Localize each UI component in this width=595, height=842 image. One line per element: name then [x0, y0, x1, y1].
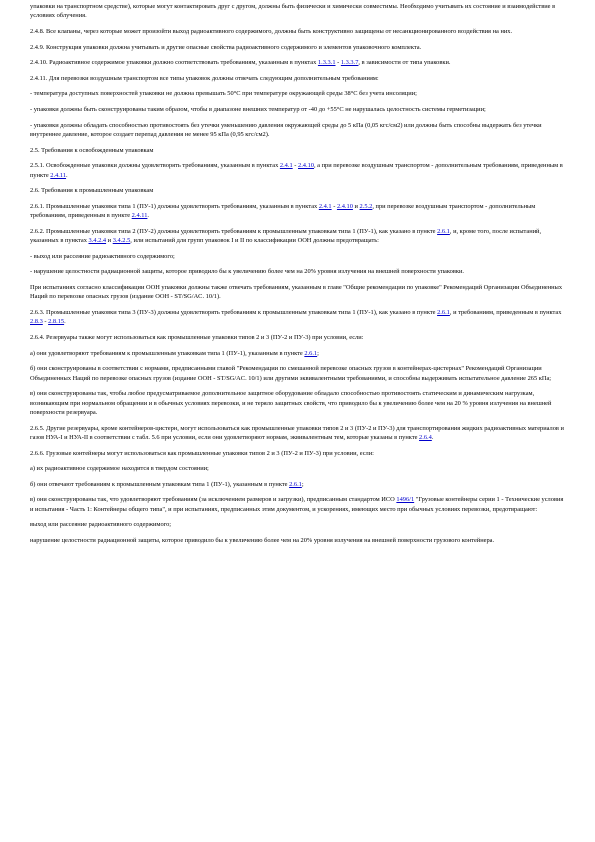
document-paragraph	[30, 364, 565, 383]
document-paragraph	[30, 146, 565, 155]
cross-reference-link[interactable]: 1.3.3.7	[340, 59, 359, 67]
cross-reference-link[interactable]: 2.4.11	[50, 171, 67, 179]
paragraph-text: 2.4.10. Радиоактивное содержимое упаковки должно соответствовать требованиям, указанным в пунктах	[30, 59, 318, 67]
paragraph-text: , при перевозке воздушным транспортом - дополнительным требованиям, приведенным в пункте	[30, 202, 536, 220]
document-paragraph	[30, 43, 565, 52]
paragraph-text: 2.4.11. Для перевозки воздушным транспортом все типы упаковок должны отвечать следующим дополнительным требованиям:	[30, 74, 379, 82]
paragraph-text: .	[431, 433, 434, 441]
document-paragraph	[30, 202, 565, 221]
paragraph-text: При испытаниях согласно классификации ООН упаковки должны также отвечать требованиям, указанным в главе "Общие рекомендации по упаковке" Рекомендаций Организации Объединенных Наций по перевозке опасных грузов (издание ООН - ST/SG/AC. 10/1).	[30, 283, 563, 301]
cross-reference-link[interactable]: 1.3.3.1	[317, 59, 336, 67]
document-paragraph	[30, 308, 565, 327]
paragraph-text: 2.4.8. Все клапаны, через которые может произойти выход радиоактивного содержимого, должны быть конструктивно защищены от несанкционированного воздействия на них.	[30, 28, 513, 35]
paragraph-text: , в зависимости от типа упаковки.	[358, 59, 451, 67]
paragraph-text: в) они сконструированы так, чтобы любое предусматриваемое дополнительное защитное оборудование обладало способностью противостоять статическим и динамическим нагрузкам, возникающим при нормальном обращении и в обычных условиях перевозки, и не теряло защитных свойств, что приводило бы к увеличению более чем на 20 % уровня излучения на внешней поверхности резервуара.	[30, 390, 552, 416]
paragraph-text: ;	[301, 480, 304, 488]
cross-reference-link[interactable]: 3.4.2.5	[112, 237, 131, 245]
cross-reference-link[interactable]: 2.6.1	[437, 227, 450, 235]
document-paragraph	[30, 121, 565, 140]
cross-reference-link[interactable]: 1496/1	[396, 496, 415, 504]
document-paragraph	[30, 536, 565, 545]
document-paragraph	[30, 105, 565, 114]
cross-reference-link[interactable]: 2.4.1	[279, 162, 293, 170]
paragraph-text: , и, кроме того, после испытаний, указанных в пунктах	[30, 227, 542, 245]
paragraph-text: 2.6.4. Резервуары также могут использоваться как промышленные упаковки типов 2 и 3 (ПУ-2 и ПУ-3) при условии, если:	[30, 333, 364, 341]
paragraph-text: а) они удовлетворяют требованиям к промышленным упаковкам типа 1 (ПУ-1), указанным в пункте	[30, 349, 305, 357]
document-paragraph	[30, 449, 565, 458]
paragraph-text: "Грузовые контейнеры серии 1 - Технические условия и испытания - Часть 1: Контейнеры общего типа", и при испытаниях, предписанных этим документом, и ускорениях, имеющих место при обычных условиях перевозки, предотвращают:	[30, 496, 564, 513]
cross-reference-link[interactable]: 2.4.1	[318, 202, 332, 210]
document-paragraph	[30, 227, 565, 246]
cross-reference-link[interactable]: 2.6.1	[304, 349, 318, 357]
document-paragraph	[30, 89, 565, 98]
paragraph-text: и	[106, 237, 113, 245]
paragraph-text: 2.6.1. Промышленные упаковки типа 1 (ПУ-1) должны удовлетворять требованиям, указанным в пунктах	[30, 202, 319, 210]
cross-reference-link[interactable]: 2.6.1	[289, 480, 302, 488]
document-paragraph	[30, 349, 565, 358]
document-paragraph	[30, 283, 565, 302]
document-paragraph	[30, 464, 565, 473]
paragraph-text: а) их радиоактивное содержимое находится в твердом состоянии;	[30, 465, 209, 473]
paragraph-text: 2.6. Требования к промышленным упаковкам	[30, 187, 154, 195]
document-paragraph	[30, 27, 565, 36]
paragraph-text: ;	[317, 349, 319, 357]
paragraph-text: 2.5. Требования к освобожденным упаковкам	[30, 146, 154, 154]
paragraph-text: - температура доступных поверхностей упаковки не должна превышать 50°С при температуре окружающей среды 38°С без учета инсоляции;	[30, 90, 417, 98]
paragraph-text: .	[66, 171, 68, 179]
cross-reference-link[interactable]: 2.6.4	[419, 433, 432, 441]
paragraph-text: - выход или рассеяние радиоактивного содержимого;	[30, 252, 175, 260]
paragraph-text: , и требованиям, приведенным в пунктах	[449, 308, 562, 316]
paragraph-text: 2.5.1. Освобожденные упаковки должны удовлетворять требованиям, указанным в пунктах	[30, 162, 280, 170]
document-paragraph	[30, 424, 565, 443]
document-paragraph	[30, 161, 565, 180]
paragraph-text: -	[292, 162, 298, 170]
cross-reference-link[interactable]: 2.8.3	[30, 318, 43, 326]
paragraph-text: 2.6.2. Промышленные упаковки типа 2 (ПУ-2) должны удовлетворять требованиям к промышленным упаковкам типа 1 (ПУ-1), как указано в пункте	[30, 227, 438, 235]
document-paragraph	[30, 333, 565, 342]
document-paragraph	[30, 252, 565, 261]
cross-reference-link[interactable]: 2.4.10	[336, 202, 353, 210]
document-paragraph	[30, 480, 565, 489]
paragraph-text: 2.6.3. Промышленные упаковки типа 3 (ПУ-3) должны удовлетворять требованиям к промышленным упаковкам типа 1 (ПУ-1), как указано в пункте	[30, 308, 438, 316]
paragraph-text: .	[147, 212, 150, 220]
cross-reference-link[interactable]: 2.6.1	[437, 308, 450, 316]
document-paragraph	[30, 267, 565, 276]
paragraph-text: - упаковки должны обладать способностью противостоять без утечки уменьшению давления окружающей среды до 5 кПа (0,05 кгс/см2) или должны быть способны выдержать без утечки внутреннее давление, которое создает перепад давления не менее 95 кПа (0,95 кгс/см2).	[30, 121, 542, 138]
paragraph-text: 2.6.5. Другие резервуары, кроме контейнеров-цистерн, могут использоваться как промышленные упаковки типов 2 и 3 (ПУ-2 и ПУ-3) для транспортирования жидких радиоактивных материалов и газов НУА-I и НУА-II в соответствии с табл. 5.6 при условии, если они удовлетворяют нормам, эквивалентным тем, которые указаны в пункте	[30, 424, 564, 441]
paragraph-text: выход или рассеяние радиоактивного содержимого;	[30, 521, 172, 529]
cross-reference-link[interactable]: 2.8.15	[48, 318, 65, 326]
paragraph-text: упаковки на транспортном средстве), которые могут контактировать друг с другом, должны быть физически и химически совместимы. Необходимо учитывать их состояние и взаимодействие в условиях облучения.	[30, 3, 556, 20]
paragraph-text: б) они сконструированы в соответствии с нормами, предписанными главой "Рекомендации по смешанной перевозке опасных грузов в контейнерах-цистернах" Рекомендаций Организации Объединенных Наций по перевозке опасных грузов (издание ООН - ST/SG/AC. 10/1) или другими эквивалентными требованиями, и способны выдерживать испытательное давление 265 кПа;	[30, 365, 552, 382]
paragraph-text: - упаковки должны быть сконструированы таким образом, чтобы в диапазоне внешних температур от -40 до +55°С не нарушалась целостность системы герметизации;	[30, 105, 486, 113]
paragraph-text: -	[331, 202, 337, 210]
document-paragraph	[30, 58, 565, 67]
paragraph-text: -	[335, 59, 341, 67]
cross-reference-link[interactable]: 2.4.10	[298, 162, 314, 170]
document-paragraph	[30, 186, 565, 195]
paragraph-text: .	[64, 318, 66, 326]
document-paragraph	[30, 74, 565, 83]
document-paragraph	[30, 520, 565, 529]
paragraph-text: - нарушение целостности радиационной защиты, которое приводило бы к увеличению более чем на 20% уровня излучения на внешней поверхности упаковки.	[30, 268, 465, 276]
paragraph-text: -	[42, 318, 49, 326]
document-paragraph	[30, 2, 565, 21]
paragraph-text: 2.6.6. Грузовые контейнеры могут использоваться как промышленные упаковки типов 2 и 3 (ПУ-2 и ПУ-3) при условии, если:	[30, 449, 374, 457]
cross-reference-link[interactable]: 2.5.2	[359, 202, 373, 210]
paragraph-text: 2.4.9. Конструкция упаковки должна учитывать и другие опасные свойства радиоактивного содержимого и элементов упаковочного комплекта.	[30, 43, 422, 51]
cross-reference-link[interactable]: 2.4.11	[131, 212, 148, 220]
paragraph-text: , или испытаний для групп упаковок I и II по классификации ООН должны предотвращать:	[130, 237, 379, 245]
paragraph-text: нарушение целостности радиационной защиты, которое приводило бы к увеличению более чем на 20% уровня излучения на внешней поверхности грузового контейнера.	[30, 536, 495, 544]
document-paragraph	[30, 495, 565, 514]
cross-reference-link[interactable]: 3.4.2.4	[88, 237, 107, 245]
document-paragraph	[30, 389, 565, 417]
paragraph-text: в) они сконструированы так, что удовлетворяют требованиям (за исключением размеров и загрузки), предписанным стандартом ИСО	[30, 496, 397, 504]
paragraph-text: б) они отвечают требованиям к промышленным упаковкам типа 1 (ПУ-1), указанным в пункте	[30, 480, 290, 488]
paragraph-text: и	[352, 202, 360, 210]
paragraph-text: , а при перевозке воздушным транспортом - дополнительным требованиям, приведенным в пункте	[30, 162, 563, 179]
